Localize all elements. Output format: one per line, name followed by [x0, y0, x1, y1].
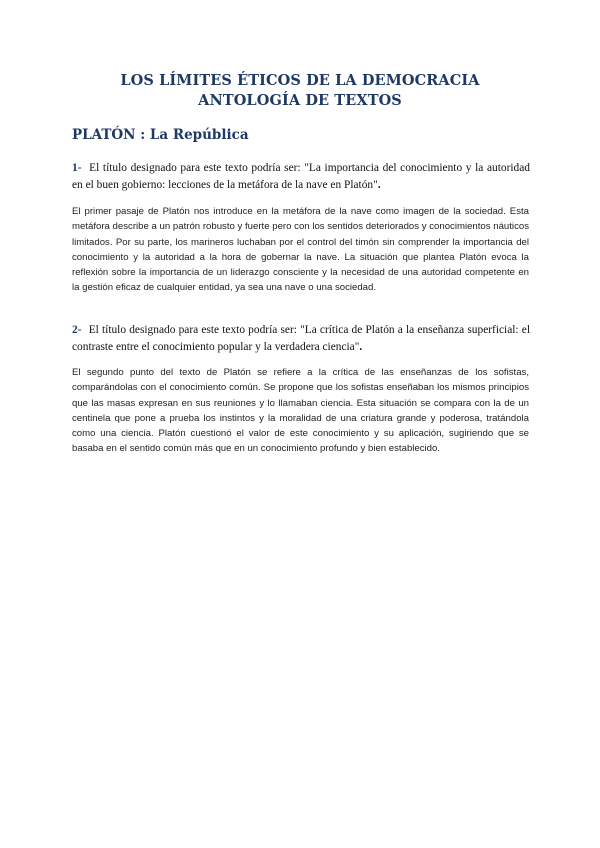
- point-2-text: El título designado para este texto podría ser: "La crítica de Platón a la enseñanza superficial: el contraste entre el conocimiento popular y la verdadera ciencia": [72, 324, 530, 353]
- paragraph-1: El primer pasaje de Platón nos introduce en la metáfora de la nave como imagen de la sociedad. Esta metáfora describe a un patrón robusto y fuerte pero con los sentidos deteriorados y conocimientos náuticos limitados. Por su parte, los marineros luchaban por el control del timón sin comprender la importancia del conocimiento y la autoridad a la hora de gobernar la nave. La situación que plantea Platón evoca la reflexión sobre la importancia de un liderazgo consciente y la necesidad de una autoridad competente en la gestión eficaz de cualquier entidad, ya sea una nave o una sociedad.: [72, 206, 529, 294]
- point-2-number: 2-: [72, 324, 82, 336]
- point-1-text: El título designado para este texto podría ser: "La importancia del conocimiento y la autoridad en el buen gobierno: lecciones de la metáfora de la nave en Platón": [72, 162, 530, 191]
- point-1: [72, 160, 530, 194]
- section-heading: PLATÓN : La República: [72, 127, 249, 143]
- point-2: [72, 322, 530, 356]
- paragraph-2: El segundo punto del texto de Platón se refiere a la crítica de las enseñanzas de los sofistas, comparándolas con el conocimiento común. Se propone que los sofistas enseñaban los mismos principios que las masas expresan en sus reuniones y lo llamaban ciencia. Esta situación se compara con la de un centinela que pone a prueba los instintos y la moralidad de una criatura grande y poderosa, tratándola como una ciencia. Platón cuestionó el valor de este conocimiento y su aplicación, sugiriendo que se basaba en el sentido común más que en un conocimiento profundo y bien establecido.: [72, 367, 529, 455]
- point-2-end: .: [359, 341, 363, 353]
- point-1-number: 1-: [72, 162, 82, 174]
- document-title-line-1: LOS LÍMITES ÉTICOS DE LA DEMOCRACIA: [120, 72, 480, 89]
- document-title-line-2: ANTOLOGÍA DE TEXTOS: [198, 92, 402, 109]
- point-1-end: .: [377, 179, 381, 191]
